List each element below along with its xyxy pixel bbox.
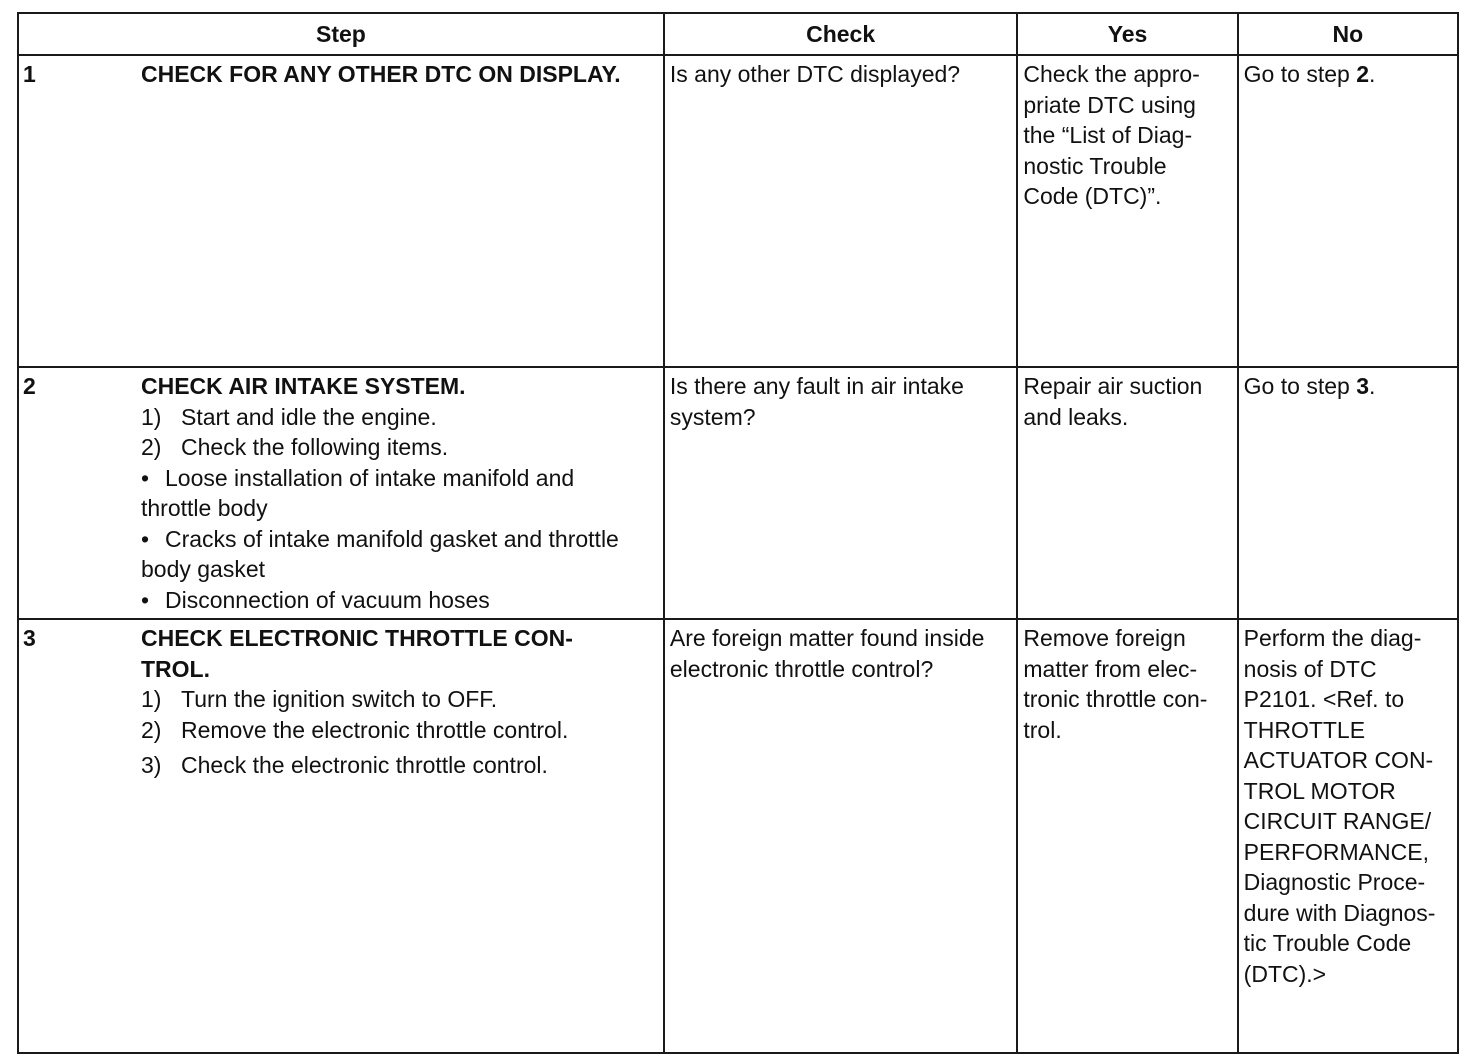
no-cell <box>1238 367 1458 619</box>
yes-line: Code (DTC)”. <box>1023 183 1162 209</box>
no-line: nosis of DTC <box>1243 655 1377 682</box>
bullet-item: • Loose installation of intake manifold and <box>141 464 575 491</box>
step-title-continued: TROL. <box>141 655 210 682</box>
yes-line: trol. <box>1023 716 1062 743</box>
yes-line: Remove foreign <box>1023 625 1186 651</box>
step-reference: 2 <box>1356 61 1369 87</box>
yes-cell <box>1017 619 1237 1053</box>
substep: 1) Turn the ignition switch to OFF. <box>141 686 498 712</box>
diagnostic-table <box>17 12 1459 1054</box>
table-row <box>18 55 1458 367</box>
yes-line: matter from elec- <box>1023 655 1198 682</box>
check-text: Is any other DTC displayed? <box>669 61 961 87</box>
step-title: CHECK AIR INTAKE SYSTEM. <box>141 373 466 399</box>
check-cell <box>664 619 1017 1053</box>
yes-line: the “List of Diag- <box>1023 122 1193 148</box>
substep: 1) Start and idle the engine. <box>141 403 437 430</box>
header-check: Check <box>664 13 1017 55</box>
no-line: CIRCUIT RANGE/ <box>1243 808 1432 834</box>
no-text: Go to step 3. <box>1243 373 1376 399</box>
check-cell <box>664 367 1017 619</box>
substep: 2) Remove the electronic throttle control. <box>141 716 569 743</box>
no-line: THROTTLE <box>1243 716 1366 743</box>
no-line: Diagnostic Proce- <box>1243 869 1426 895</box>
table-row <box>18 619 1458 1053</box>
no-line: tic Trouble Code <box>1243 930 1412 956</box>
check-cell <box>664 55 1017 367</box>
check-line: system? <box>669 403 756 430</box>
header-yes: Yes <box>1017 13 1237 55</box>
step-number: 3 <box>23 625 36 651</box>
step-title: CHECK FOR ANY OTHER DTC ON DISPLAY. <box>141 61 621 87</box>
yes-line: Check the appro- <box>1023 61 1200 87</box>
no-cell <box>1238 619 1458 1053</box>
no-line: PERFORMANCE, <box>1243 838 1429 865</box>
step-cell <box>18 619 664 1053</box>
step-number: 2 <box>23 373 36 399</box>
step-reference: 3 <box>1356 373 1369 399</box>
yes-line: priate DTC using <box>1023 91 1196 118</box>
bullet-item-continued: body gasket <box>141 556 266 582</box>
bullet-item-continued: throttle body <box>141 495 268 521</box>
bullet-item: • Disconnection of vacuum hoses <box>141 586 490 613</box>
header-step: Step <box>18 13 664 55</box>
no-text: Go to step 2. <box>1243 61 1376 87</box>
substep: 2) Check the following items. <box>141 434 449 460</box>
yes-cell <box>1017 55 1237 367</box>
no-line: (DTC).> <box>1243 960 1327 987</box>
yes-line: Repair air suction <box>1023 373 1203 399</box>
yes-line: and leaks. <box>1023 403 1129 430</box>
header-no: No <box>1238 13 1458 55</box>
no-line: dure with Diagnos- <box>1243 899 1436 926</box>
header-row <box>18 13 1458 55</box>
no-cell <box>1238 55 1458 367</box>
check-line: Are foreign matter found inside <box>669 625 985 651</box>
no-line: ACTUATOR CON- <box>1243 747 1434 773</box>
yes-cell <box>1017 367 1237 619</box>
table-row <box>18 367 1458 619</box>
step-cell <box>18 55 664 367</box>
check-line: Is there any fault in air intake <box>669 373 964 399</box>
no-line: TROL MOTOR <box>1243 777 1396 804</box>
no-line: P2101. <Ref. to <box>1243 686 1405 712</box>
step-title: CHECK ELECTRONIC THROTTLE CON- <box>141 625 573 651</box>
substep: 3) Check the electronic throttle control. <box>141 752 548 778</box>
step-cell <box>18 367 664 619</box>
yes-line: tronic throttle con- <box>1023 686 1208 712</box>
bullet-item: • Cracks of intake manifold gasket and throttle <box>141 525 619 552</box>
no-line: Perform the diag- <box>1243 625 1422 651</box>
step-number: 1 <box>23 61 36 87</box>
yes-line: nostic Trouble <box>1023 152 1167 179</box>
check-line: electronic throttle control? <box>669 655 934 682</box>
